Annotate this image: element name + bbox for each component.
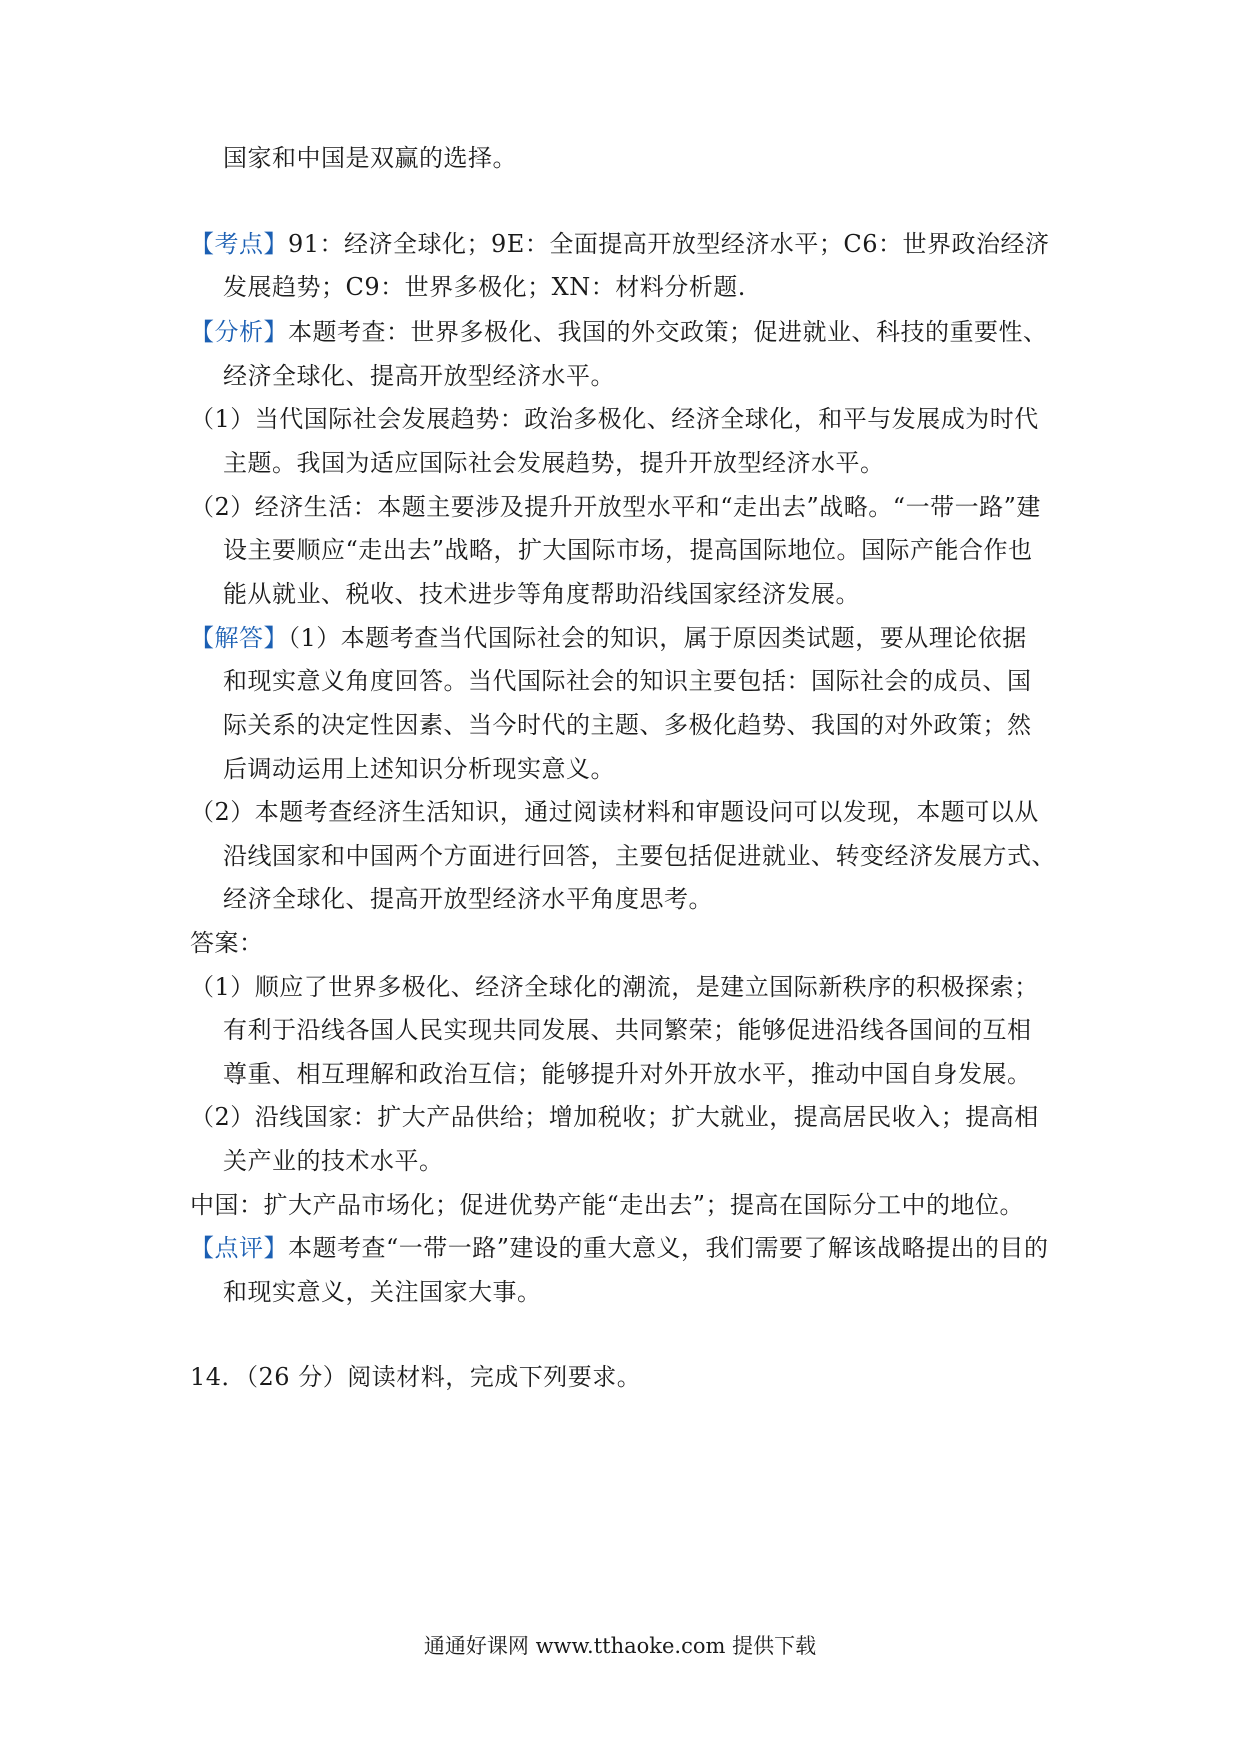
kaodian-line-1 bbox=[190, 229, 1049, 259]
jieda-p2-line-3: 经济全球化、提高开放型经济水平角度思考。 bbox=[223, 885, 713, 913]
jieda-tag: 【解答】 bbox=[190, 624, 288, 652]
answer-1-line-3: 尊重、相互理解和政治互信；能够提升对外开放水平，推动中国自身发展。 bbox=[223, 1060, 1032, 1088]
dianping-tag: 【点评】 bbox=[190, 1234, 288, 1262]
dianping-line-1 bbox=[190, 1233, 1049, 1263]
fenxi-line-2: 经济全球化、提高开放型经济水平。 bbox=[223, 362, 615, 390]
intro-line: 国家和中国是双赢的选择。 bbox=[223, 144, 517, 172]
fenxi-line-1 bbox=[190, 317, 1048, 347]
fenxi-tag: 【分析】 bbox=[190, 318, 288, 346]
answer-1-line-1: （1）顺应了世界多极化、经济全球化的潮流，是建立国际新秩序的积极探索； bbox=[190, 973, 1039, 1001]
jieda-line-1 bbox=[190, 623, 1027, 653]
question-14: 14．（26 分）阅读材料，完成下列要求。 bbox=[190, 1363, 642, 1391]
jieda-line-3: 际关系的决定性因素、当今时代的主题、多极化趋势、我国的对外政策；然 bbox=[223, 711, 1032, 739]
kaodian-tag: 【考点】 bbox=[190, 230, 288, 258]
dianping-line-2: 和现实意义，关注国家大事。 bbox=[223, 1278, 542, 1306]
answer-china-line: 中国：扩大产品市场化；促进优势产能“走出去”；提高在国际分工中的地位。 bbox=[190, 1191, 1025, 1219]
dianping-text-1: 本题考查“一带一路”建设的重大意义，我们需要了解该战略提出的目的 bbox=[288, 1234, 1049, 1262]
answer-1-line-2: 有利于沿线各国人民实现共同发展、共同繁荣；能够促进沿线各国间的互相 bbox=[223, 1016, 1032, 1044]
fenxi-p1-line-2: 主题。我国为适应国际社会发展趋势，提升开放型经济水平。 bbox=[223, 449, 885, 477]
fenxi-p1-line-1: （1）当代国际社会发展趋势：政治多极化、经济全球化，和平与发展成为时代 bbox=[190, 405, 1039, 433]
jieda-p2-line-2: 沿线国家和中国两个方面进行回答，主要包括促进就业、转变经济发展方式、 bbox=[223, 842, 1056, 870]
kaodian-line-2: 发展趋势；C9：世界多极化；XN：材料分析题. bbox=[223, 273, 746, 301]
answer-2-line-1: （2）沿线国家：扩大产品供给；增加税收；扩大就业，提高居民收入；提高相 bbox=[190, 1103, 1039, 1131]
answer-label: 答案： bbox=[190, 929, 264, 957]
jieda-p2-line-1: （2）本题考查经济生活知识，通过阅读材料和审题设问可以发现，本题可以从 bbox=[190, 798, 1039, 826]
fenxi-p2-line-1: （2）经济生活：本题主要涉及提升开放型水平和“走出去”战略。“一带一路”建 bbox=[190, 493, 1041, 521]
fenxi-p2-line-3: 能从就业、税收、技术进步等角度帮助沿线国家经济发展。 bbox=[223, 580, 860, 608]
footer-text: 通通好课网 www.tthaoke.com 提供下载 bbox=[423, 1634, 817, 1658]
jieda-line-2: 和现实意义角度回答。当代国际社会的知识主要包括：国际社会的成员、国 bbox=[223, 667, 1032, 695]
kaodian-text-1: 91：经济全球化；9E：全面提高开放型经济水平；C6：世界政治经济 bbox=[288, 230, 1050, 258]
fenxi-text-1: 本题考查：世界多极化、我国的外交政策；促进就业、科技的重要性、 bbox=[288, 318, 1048, 346]
answer-2-line-2: 关产业的技术水平。 bbox=[223, 1147, 444, 1175]
fenxi-p2-line-2: 设主要顺应“走出去”战略，扩大国际市场，提高国际地位。国际产能合作也 bbox=[223, 536, 1033, 564]
jieda-line-4: 后调动运用上述知识分析现实意义。 bbox=[223, 755, 615, 783]
jieda-text-1: （1）本题考查当代国际社会的知识，属于原因类试题，要从理论依据 bbox=[288, 624, 1027, 652]
